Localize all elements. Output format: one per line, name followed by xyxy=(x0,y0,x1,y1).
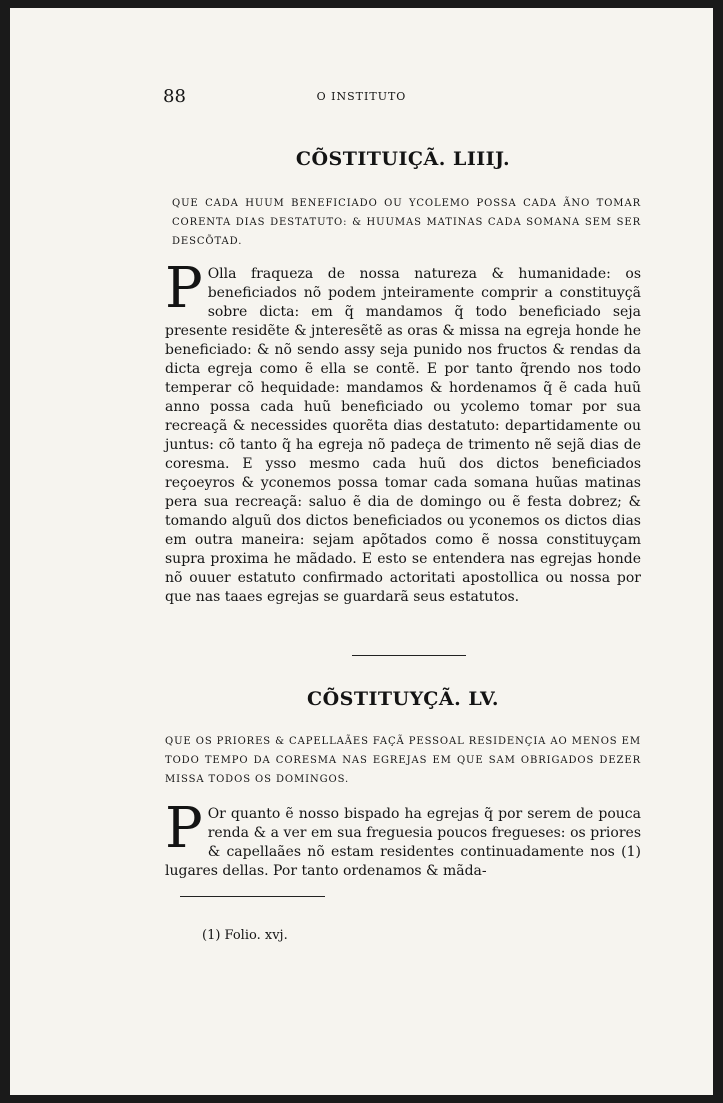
section-summary: QUE OS PRIORES & CAPELLAÃES FAÇÃ PESSOAL RESIDENÇIA AO MENOS EM TODO TEMPO DA CORESMA NAS EGREJAS EM QUE SAM OBRIGADOS DEZER MISSA TODOS OS DOMINGOS. xyxy=(165,736,641,785)
drop-cap: P xyxy=(165,256,203,321)
running-title: O INSTITUTO xyxy=(316,90,407,103)
section-body xyxy=(165,256,641,607)
section-heading: CÕSTITUYÇÃ. LV. xyxy=(306,688,500,710)
constitution-lv xyxy=(165,688,641,881)
body-text: Olla fraqueza de nossa natureza & humanidade: os beneficiados nõ podem jnteiramente comprir a constituyçã sobre dicta: em q̃ mandamos q̃ todo beneficiado seja presente residẽte & jnteresẽtẽ as oras & missa na egreja honde he beneficiado: & nõ sendo assy seja punido nos fructos & rendas da dicta egreja como ẽ ella se contẽ. E por tanto q̃rendo nos todo temperar cõ hequidade: mandamos & hordenamos q̃ ẽ cada huũ anno possa cada huũ beneficiado ou ycolemo tomar por sua recreaçã & necessides quorẽta dias destatuto: departidamente ou juntus: cõ tanto q̃ ha egreja nõ padeça de trimento nẽ sejã dias de coresma. E ysso mesmo cada huũ dos dictos beneficiados reçoeyros & yconemos possa tomar cada somana huũas matinas pera sua recreaçã: saluo ẽ dia de domingo ou ẽ festa dobrez; & tomando alguũ dos dictos beneficiados ou yconemos os dictos dias em outra maneira: sejam apõtados como ẽ nossa constituyçam supra proxima he mãdado. E esto se entendera nas egrejas honde nõ ouuer estatuto confirmado actoritati apostollica ou nossa por que nas taaes egrejas se guardarã seus estatutos. xyxy=(165,266,641,605)
section-heading: CÕSTITUIÇÃ. LIIIJ. xyxy=(295,148,511,170)
constitution-liiij xyxy=(165,148,641,607)
footnote-rule xyxy=(180,896,325,897)
drop-cap: P xyxy=(165,796,203,861)
section-summary: QUE CADA HUUM BENEFICIADO OU YCOLEMO POSSA CADA ÃNO TOMAR CORENTA DIAS DESTATUTO: & HUUMAS MATINAS CADA SOMANA SEM SER DESCÕTAD. xyxy=(172,198,641,247)
body-text: Or quanto ẽ nosso bispado ha egrejas q̃ por serem de pouca renda & a ver em sua freguesia poucos fregueses: os priores & capellaães nõ estam residentes continuadamente nos (1) lugares dellas. Por tanto ordenamos & mãda- xyxy=(165,806,641,879)
running-head xyxy=(10,86,713,110)
footnote: (1) Folio. xvj. xyxy=(202,928,288,943)
section-divider xyxy=(352,655,466,656)
page-number: 88 xyxy=(163,86,186,107)
book-page xyxy=(10,8,713,1095)
section-body xyxy=(165,796,641,881)
